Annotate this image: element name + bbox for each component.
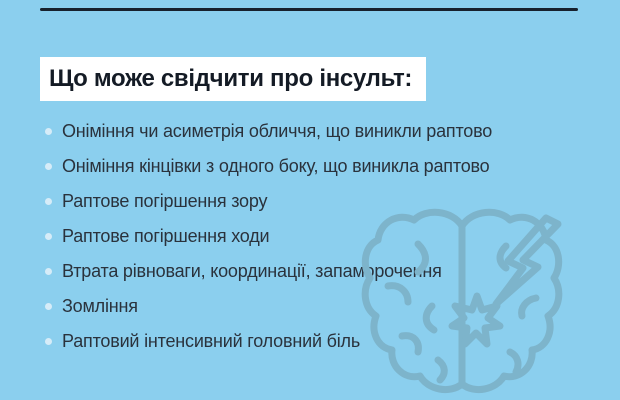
list-item — [40, 149, 600, 184]
list-item-text: Раптовий інтенсивний головний біль — [62, 331, 360, 351]
bullet-dot-icon — [45, 233, 52, 240]
list-item — [40, 114, 600, 149]
brain-stroke-icon — [360, 202, 570, 400]
list-item-text: Втрата рівноваги, координації, запаморочення — [62, 261, 442, 281]
list-item-text: Раптове погіршення зору — [62, 191, 268, 211]
list-item-text: Раптове погіршення ходи — [62, 226, 270, 246]
bullet-dot-icon — [45, 163, 52, 170]
bullet-dot-icon — [45, 268, 52, 275]
list-item-text: Зомління — [62, 296, 138, 316]
bullet-dot-icon — [45, 128, 52, 135]
bullet-dot-icon — [45, 198, 52, 205]
bullet-dot-icon — [45, 338, 52, 345]
bullet-dot-icon — [45, 303, 52, 310]
list-item-text: Оніміння чи асиметрія обличчя, що виникли раптово — [62, 121, 493, 141]
list-item-text: Оніміння кінцівки з одного боку, що виникла раптово — [62, 156, 490, 176]
page-title: Що може свідчити про інсульт: — [49, 65, 413, 92]
title-box — [40, 57, 426, 101]
top-rule — [40, 8, 578, 11]
